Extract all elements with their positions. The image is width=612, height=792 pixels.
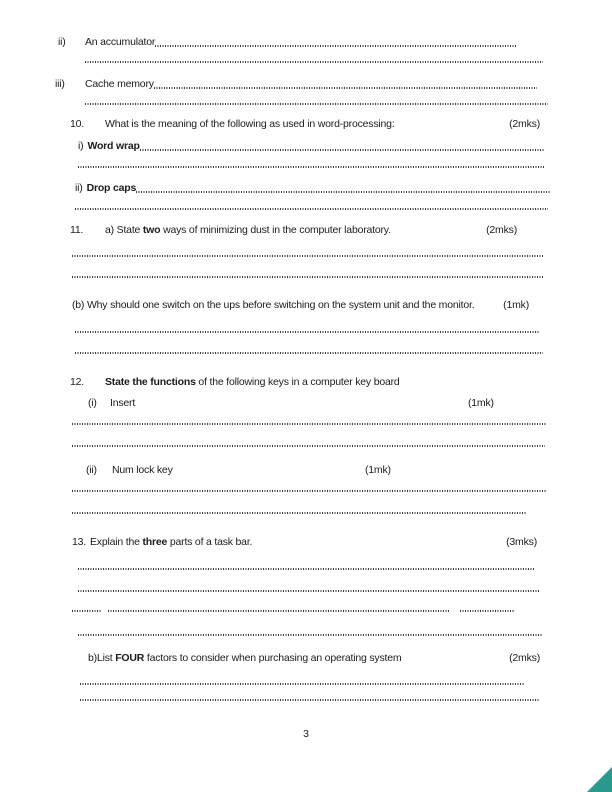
sub-item-label: Insert — [110, 397, 136, 409]
list-item-an-accumulator — [58, 36, 516, 49]
question-number: 13. — [72, 536, 86, 548]
marks-label: (1mk) — [365, 464, 391, 476]
page-corner-fold — [587, 767, 612, 792]
question-12-ii — [86, 464, 540, 477]
dotted-answer-line — [78, 634, 542, 636]
marks-label: (2mks) — [486, 224, 517, 236]
dotted-segment — [108, 610, 450, 612]
question-12-i — [88, 397, 540, 410]
dotted-leader — [154, 87, 537, 89]
sub-item-prefix: (ii) — [86, 464, 97, 476]
dotted-answer-line — [85, 61, 543, 63]
dotted-answer-line — [75, 352, 543, 354]
dotted-answer-line — [72, 490, 546, 492]
question-number: 10. — [70, 118, 84, 130]
dotted-leader — [140, 149, 545, 151]
question-text: Explain the three parts of a task bar. — [90, 536, 253, 548]
sub-item-label: Drop caps — [86, 182, 137, 194]
dotted-answer-line — [72, 255, 543, 257]
sub-item-prefix: ii) — [75, 182, 83, 194]
marks-label: (1mk) — [503, 299, 529, 311]
dotted-segment — [460, 610, 515, 612]
list-item-prefix: iii) — [55, 78, 65, 90]
dotted-answer-line — [80, 699, 540, 701]
dotted-answer-line — [72, 445, 545, 447]
dotted-answer-line — [72, 512, 527, 514]
dotted-answer-line — [80, 683, 525, 685]
sub-item-label: Num lock key — [112, 464, 173, 476]
page-number: 3 — [303, 728, 309, 740]
question-10 — [70, 118, 540, 131]
sub-item-drop-caps — [75, 182, 550, 195]
sub-item-word-wrap — [78, 140, 545, 153]
dotted-leader — [155, 45, 516, 47]
list-item-prefix: ii) — [58, 36, 66, 48]
question-text: (b) Why should one switch on the ups before switching on the system unit and the monitor. — [72, 299, 475, 311]
dotted-answer-line — [78, 568, 535, 570]
question-12 — [70, 376, 540, 389]
question-11a — [70, 224, 517, 237]
dotted-leader — [136, 191, 550, 193]
list-item-cache-memory — [55, 78, 537, 91]
marks-label: (2mks) — [509, 118, 540, 130]
dotted-answer-line — [85, 103, 548, 105]
question-text: b)List FOUR factors to consider when purchasing an operating system — [88, 652, 402, 664]
dotted-answer-line-broken — [72, 610, 515, 612]
question-13b — [88, 652, 540, 665]
dotted-answer-line — [75, 331, 540, 333]
marks-label: (2mks) — [509, 652, 540, 664]
dotted-answer-line — [72, 276, 543, 278]
marks-label: (3mks) — [506, 536, 537, 548]
list-item-label: Cache memory — [85, 78, 154, 90]
sub-item-label: Word wrap — [87, 140, 140, 152]
question-text: What is the meaning of the following as used in word-processing: — [105, 118, 395, 130]
dotted-answer-line — [72, 423, 546, 425]
list-item-label: An accumulator — [85, 36, 156, 48]
question-text: a) State two ways of minimizing dust in the computer laboratory. — [105, 224, 391, 236]
dotted-segment — [72, 610, 102, 612]
line-gap — [450, 610, 460, 612]
question-13 — [72, 536, 537, 549]
sub-item-prefix: i) — [78, 140, 84, 152]
dotted-answer-line — [78, 166, 545, 168]
sub-item-prefix: (i) — [88, 397, 97, 409]
dotted-answer-line — [75, 208, 548, 210]
question-11b — [72, 299, 529, 312]
question-number: 11. — [70, 224, 84, 236]
dotted-answer-line — [78, 590, 540, 592]
question-text: State the functions of the following keys in a computer key board — [105, 376, 400, 388]
question-number: 12. — [70, 376, 84, 388]
marks-label: (1mk) — [468, 397, 494, 409]
